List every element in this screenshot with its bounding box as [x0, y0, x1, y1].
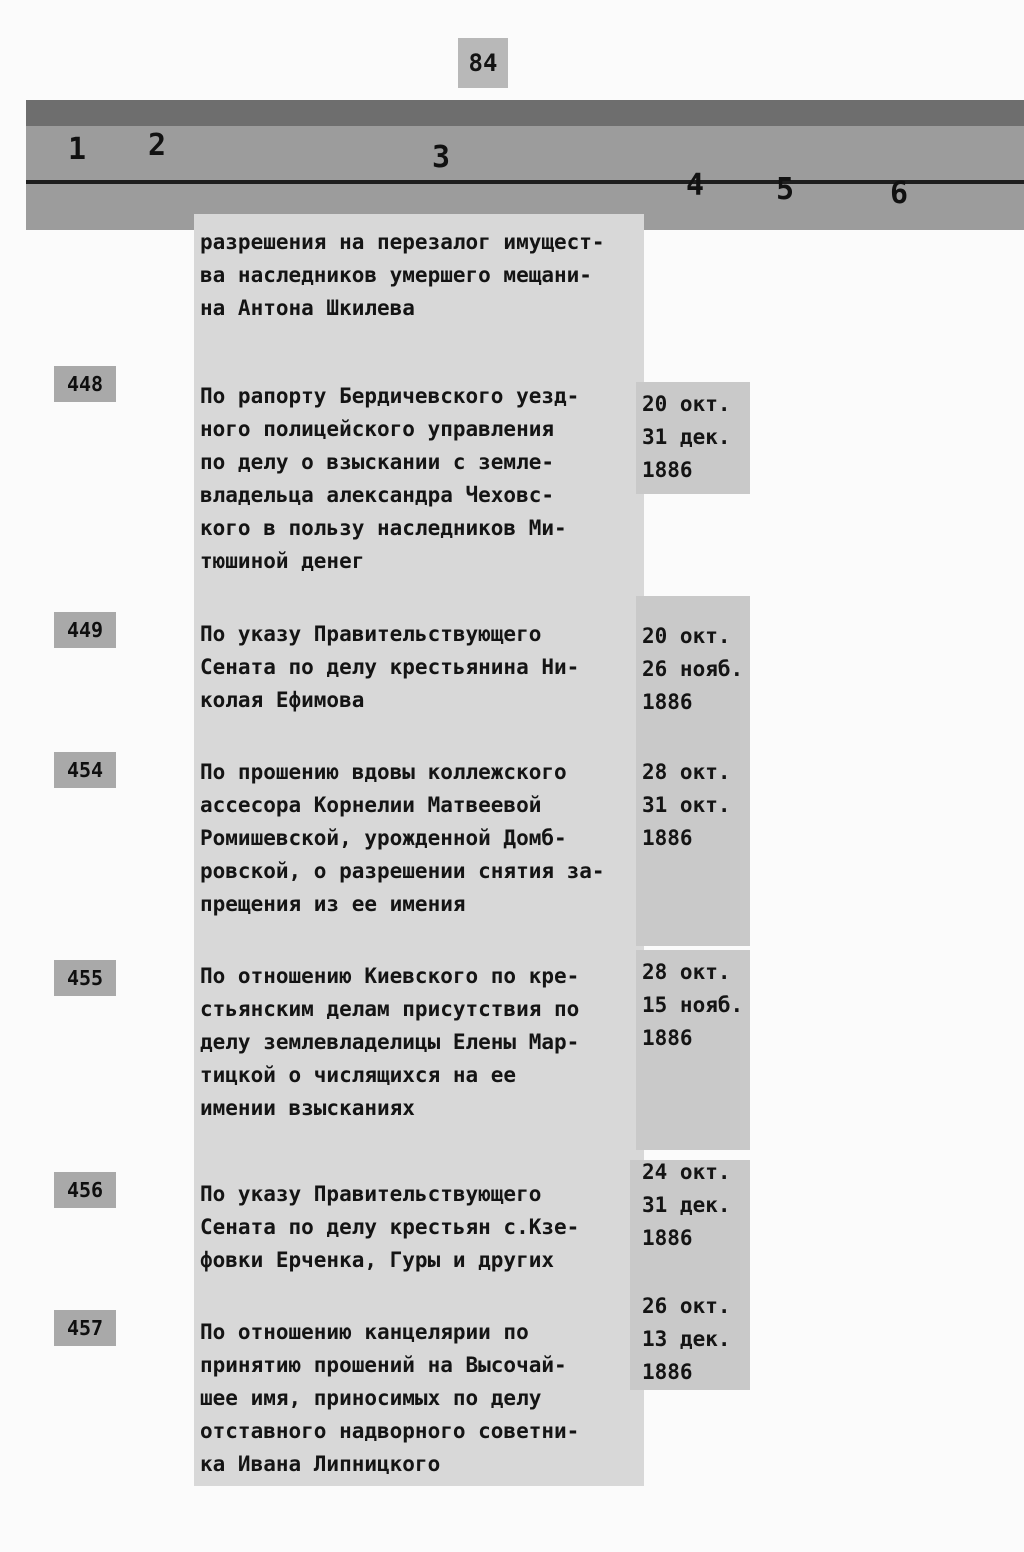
entry-date: 20 окт. 31 дек. 1886 [642, 392, 731, 482]
page-number: 84 [458, 38, 508, 88]
column-number-3: 3 [432, 140, 451, 175]
column-number-4: 4 [686, 168, 705, 203]
entry-text: По прошению вдовы коллежского ассесора Корнелии Матвеевой Ромишевской, урожденной Домб- ровской, о разрешении снятия за- прещения из ее имения [200, 760, 605, 916]
entry-date: 28 окт. 31 окт. 1886 [642, 760, 731, 850]
entry-text: По отношению Киевского по кре- стьянским делам присутствия по делу землевладелицы Елены Мар- тицкой о числящихся на ее имении взысканиях [200, 964, 580, 1120]
entry-text: По указу Правительствующего Сената по делу крестьян с.Кзе- фовки Ерченка, Гуры и других [200, 1182, 580, 1272]
column-number-1: 1 [68, 132, 87, 167]
entry-date: 20 окт. 26 нояб. 1886 [642, 624, 744, 714]
entry-date: 24 окт. 31 дек. 1886 [642, 1160, 731, 1250]
entry-number: 454 [54, 752, 116, 788]
entry-text: По отношению канцелярии по принятию прошений на Высочай- шее имя, приносимых по делу отставного надворного советни- ка Ивана Липницкого [200, 1320, 580, 1476]
entry-number: 449 [54, 612, 116, 648]
entry-number: 457 [54, 1310, 116, 1346]
header-band-top [26, 100, 1024, 126]
entry-number: 448 [54, 366, 116, 402]
column-number-5: 5 [776, 172, 795, 207]
column-number-6: 6 [890, 176, 909, 211]
entry-text: По рапорту Бердичевского уезд- ного полицейского управления по делу о взыскании с земле- владельца александра Чеховс- кого в пользу наследников Ми- тюшиной денег [200, 384, 580, 573]
entry-number: 455 [54, 960, 116, 996]
header-band-line [26, 180, 1024, 184]
intro-text: разрешения на перезалог имущест- ва наследников умершего мещани- на Антона Шкилева [200, 230, 605, 320]
entry-number: 456 [54, 1172, 116, 1208]
column-number-2: 2 [148, 128, 167, 163]
entry-date: 26 окт. 13 дек. 1886 [642, 1294, 731, 1384]
column-header-band [26, 100, 1024, 230]
entry-date: 28 окт. 15 нояб. 1886 [642, 960, 744, 1050]
entry-text: По указу Правительствующего Сената по делу крестьянина Ни- колая Ефимова [200, 622, 580, 712]
